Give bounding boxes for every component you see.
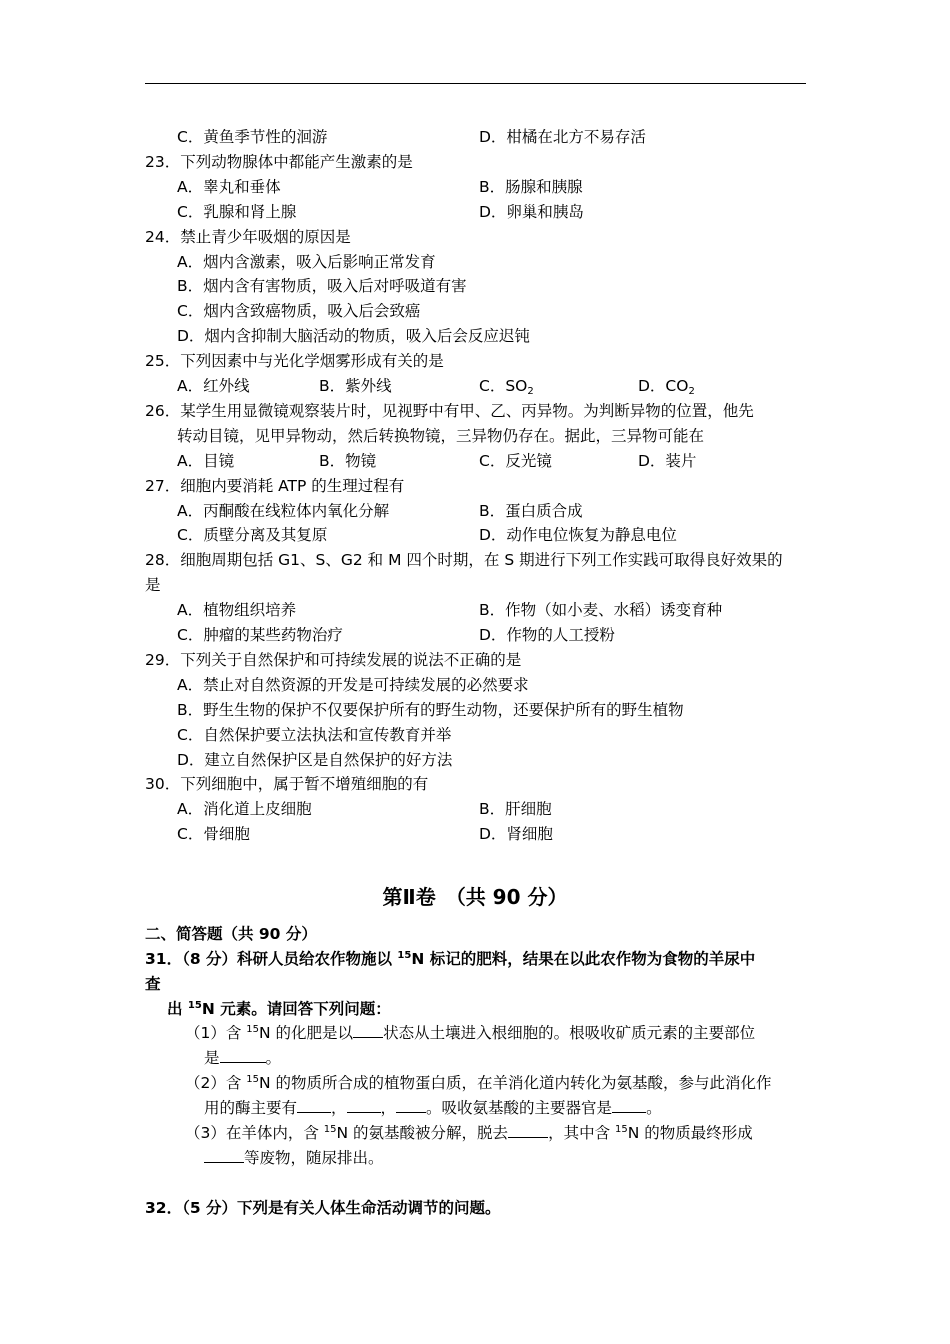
q26-stem-continued: 转动目镜，见甲异物动，然后转换物镜，三异物仍存在。据此，三异物可能在 — [177, 427, 705, 445]
section-heading: 二、简答题（共 90 分） — [145, 925, 317, 943]
answer-blank[interactable] — [353, 1022, 383, 1038]
q24-option-c: C．烟内含致癌物质，吸入后会致癌 — [177, 302, 421, 320]
q26-option-a: A．目镜 — [177, 452, 235, 470]
q31-subquestion-2: （2）含 $^{15}$N 的物质所合成的植物蛋白质，在羊消化道内转化为氨基酸，参与此消化作 — [185, 1074, 772, 1092]
q24-option-b: B．烟内含有害物质，吸入后对呼吸道有害 — [177, 277, 467, 295]
q29-stem: 29．下列关于自然保护和可持续发展的说法不正确的是 — [145, 651, 522, 669]
q30-option-d: D．肾细胞 — [479, 825, 553, 843]
q30-stem: 30．下列细胞中，属于暂不增殖细胞的有 — [145, 775, 429, 793]
q31-subquestion-1-continued: 是 。 — [204, 1049, 282, 1067]
answer-blank[interactable] — [204, 1147, 244, 1163]
q23-option-b: B．肠腺和胰腺 — [479, 178, 583, 196]
q32-heading: 32．（5 分）下列是有关人体生命活动调节的问题。 — [145, 1199, 501, 1217]
q25-option-c: C．$SO_2$ — [479, 377, 534, 397]
answer-blank[interactable] — [347, 1097, 381, 1113]
q26-option-c: C．反光镜 — [479, 452, 552, 470]
answer-blank[interactable] — [297, 1097, 331, 1113]
q27-option-c: C．质壁分离及其复原 — [177, 526, 328, 544]
q24-option-a: A．烟内含激素，吸入后影响正常发育 — [177, 253, 436, 271]
q24-option-d: D．烟内含抑制大脑活动的物质，吸入后会反应迟钝 — [177, 327, 530, 345]
q28-option-d: D．作物的人工授粉 — [479, 626, 615, 644]
q27-option-d: D．动作电位恢复为静息电位 — [479, 526, 677, 544]
q23-option-c: C．乳腺和肾上腺 — [177, 203, 297, 221]
q26-option-b: B．物镜 — [319, 452, 377, 470]
q28-option-c: C．肿瘤的某些药物治疗 — [177, 626, 343, 644]
q31-subquestion-3: （3）在羊体内，含 $^{15}$N 的氨基酸被分解，脱去 ，其中含 $^{15}$N 的物质最终形成 — [185, 1124, 753, 1142]
q26-stem: 26．某学生用显微镜观察装片时，见视野中有甲、乙、丙异物。为判断异物的位置，他先 — [145, 402, 754, 420]
q22-option-c: C．黄鱼季节性的洄游 — [177, 128, 328, 146]
q31-subquestion-3-continued: 等废物，随尿排出。 — [204, 1147, 384, 1169]
answer-blank[interactable] — [220, 1047, 266, 1063]
q29-option-d: D．建立自然保护区是自然保护的好方法 — [177, 751, 453, 769]
q26-option-d: D．装片 — [638, 452, 697, 470]
q28-stem-continued: 是 — [145, 576, 161, 594]
q31-heading: 31．（8 分）科研人员给农作物施以 $^{15}$N 标记的肥料，结果在以此农作物为食物的羊尿中 — [145, 950, 756, 968]
q22-option-d: D．柑橘在北方不易存活 — [479, 128, 646, 146]
q24-stem: 24．禁止青少年吸烟的原因是 — [145, 228, 351, 246]
q28-option-a: A．植物组织培养 — [177, 601, 297, 619]
q31-subquestion-1: （1）含 $^{15}$N 的化肥是以 状态从土壤进入根细胞的。根吸收矿质元素的主要部位 — [185, 1024, 756, 1042]
q30-option-c: C．骨细胞 — [177, 825, 250, 843]
q29-option-c: C．自然保护要立法执法和宣传教育并举 — [177, 726, 452, 744]
part-two-title: 第Ⅱ卷 （共 90 分） — [382, 885, 568, 909]
q30-option-a: A．消化道上皮细胞 — [177, 800, 312, 818]
q27-stem: 27．细胞内要消耗 ATP 的生理过程有 — [145, 477, 405, 495]
q31-subquestion-2-continued: 用的酶主要有 ， ， 。吸收氨基酸的主要器官是 。 — [204, 1099, 662, 1117]
q27-option-a: A．丙酮酸在线粒体内氧化分解 — [177, 502, 390, 520]
q29-option-b: B．野生生物的保护不仅要保护所有的野生动物，还要保护所有的野生植物 — [177, 701, 684, 719]
q25-stem: 25．下列因素中与光化学烟雾形成有关的是 — [145, 352, 444, 370]
q31-heading-end: 出 $^{15}$N 元素。请回答下列问题： — [167, 1000, 391, 1018]
q27-option-b: B．蛋白质合成 — [479, 502, 583, 520]
answer-blank[interactable] — [612, 1097, 646, 1113]
answer-blank[interactable] — [396, 1097, 426, 1113]
q23-stem: 23．下列动物腺体中都能产生激素的是 — [145, 153, 413, 171]
q28-stem: 28．细胞周期包括 G1、S、G2 和 M 四个时期，在 S 期进行下列工作实践可取得良好效果的 — [145, 551, 783, 569]
q25-option-b: B．紫外线 — [319, 377, 392, 395]
q28-option-b: B．作物（如小麦、水稻）诱变育种 — [479, 601, 723, 619]
q23-option-a: A．睾丸和垂体 — [177, 178, 281, 196]
q31-heading-continued: 查 — [145, 975, 161, 993]
header-rule — [145, 83, 806, 84]
q25-option-a: A．红外线 — [177, 377, 250, 395]
q30-option-b: B．肝细胞 — [479, 800, 552, 818]
q25-option-d: D．$CO_2$ — [638, 377, 695, 397]
q29-option-a: A．禁止对自然资源的开发是可持续发展的必然要求 — [177, 676, 529, 694]
answer-blank[interactable] — [508, 1122, 548, 1138]
q23-option-d: D．卵巢和胰岛 — [479, 203, 584, 221]
